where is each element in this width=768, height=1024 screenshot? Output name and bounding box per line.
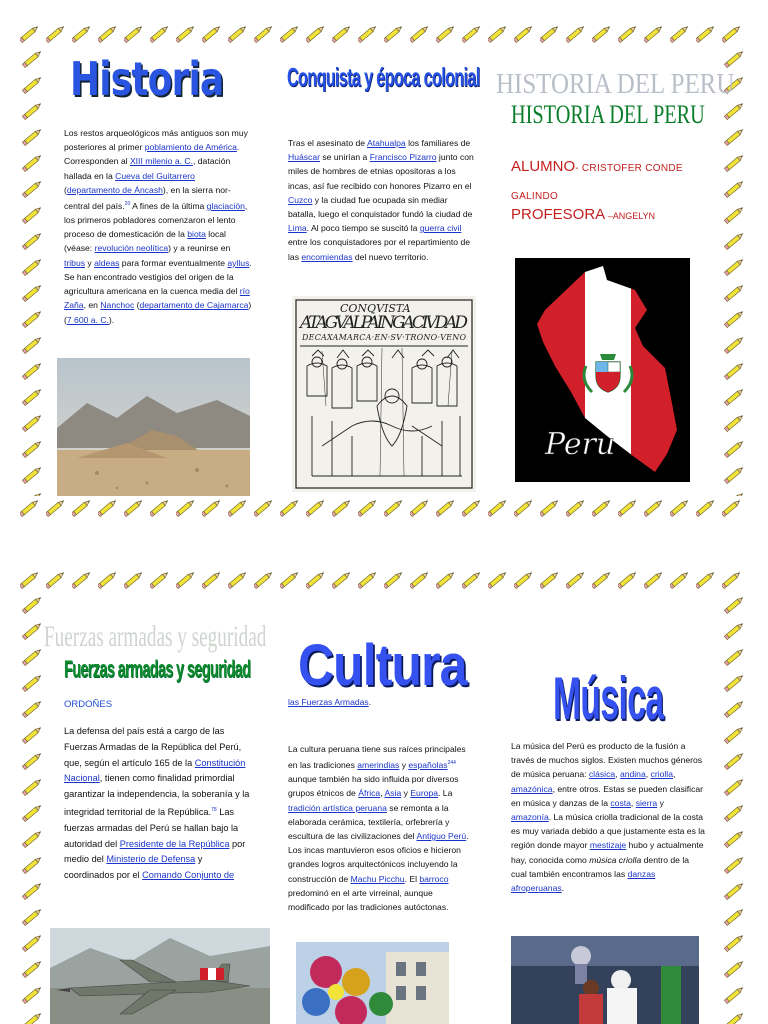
footnote-ref[interactable]: 244 <box>447 760 456 767</box>
body-text: La cultura peruana tiene sus raíces principales en las tradiciones <box>288 744 466 771</box>
body-text: ) ( <box>64 300 252 325</box>
body-text: La música del Perú es producto de la fusión a través de muchos siglos. Existen muchos géneros de música peruana: <box>511 741 703 780</box>
body-text: ) y a reunirse en <box>168 243 231 254</box>
body-text: , <box>630 797 636 808</box>
body-text: del nuevo territorio. <box>352 251 429 262</box>
musica-title: Música <box>553 665 664 732</box>
body-text: dentro de la cual también encontramos las <box>511 854 690 879</box>
inline-link[interactable]: Europa <box>410 788 439 799</box>
drawing-caption-line: ATAGVALPAINGACIVDAD <box>300 313 468 333</box>
body-text: predominó en el arte virreinal, aunque modificado por las tradiciones autóctonas. <box>288 887 449 913</box>
body-text: , datación hallada en la <box>64 156 231 181</box>
inline-link[interactable]: biota <box>187 229 206 240</box>
alumno-label: ALUMNO <box>511 158 576 175</box>
inline-link[interactable]: Atahualpa <box>366 138 406 148</box>
continuation-end: . <box>368 697 372 707</box>
pencil-border-icon <box>22 590 44 1024</box>
pencil-border-left-2 <box>22 590 44 1024</box>
body-text: . El <box>404 873 420 884</box>
cultura-title: Cultura <box>298 633 467 698</box>
inline-link[interactable]: Nanchoc <box>100 300 135 311</box>
fuerzas-subtitle: ORDOÑES <box>64 699 113 710</box>
inline-link[interactable]: departamento de Cajamarca <box>139 300 249 311</box>
inline-link[interactable]: encomiendas <box>301 251 353 262</box>
cover-title: HISTORIA DEL PERU <box>511 100 705 129</box>
body-text: . La música criolla tradicional de la costa es muy variada debido a que justamente esta es la región donde mayor <box>511 812 705 851</box>
map-peru-label: Peru <box>545 427 616 462</box>
body-text: Las fuerzas armadas del Perú se hallan bajo la autoridad del <box>64 807 239 849</box>
inline-link[interactable]: Asia <box>384 788 402 799</box>
inline-link[interactable]: Machu Picchu <box>350 873 405 884</box>
inline-link[interactable]: tradición artística peruana <box>288 802 387 813</box>
body-text: , <box>672 769 676 780</box>
inline-link[interactable]: españolas <box>408 760 448 771</box>
cultura-continuation <box>288 697 371 707</box>
inline-link[interactable]: río Zaña <box>64 286 250 311</box>
inline-link[interactable]: barroco <box>419 873 449 884</box>
body-text: . Al poco tiempo se suscitó la <box>306 223 420 234</box>
pencil-border-bottom-1 <box>20 496 748 518</box>
body-text: . <box>561 883 565 894</box>
fuerzas-title: Fuerzas armadas y seguridad <box>64 656 251 683</box>
body-text: local (véase: <box>64 229 226 254</box>
profesora-line <box>511 206 716 224</box>
body-text: se remonta a la elaborada cerámica, textilería, orfebrería y escultura de las civilizaciones del <box>288 802 450 842</box>
inline-link[interactable]: Presidente de la República <box>119 838 230 849</box>
body-text: y la ciudad fue ocupada sin mediar batalla, luego el conquistador fundó la ciudad de <box>288 194 473 220</box>
body-text: y <box>399 760 409 771</box>
inline-link[interactable]: guerra civil <box>419 223 462 234</box>
body-text: . Corresponden al <box>64 142 240 167</box>
peru-flag-map <box>515 258 690 482</box>
fuerzas-armadas-link[interactable]: las Fuerzas Armadas <box>288 697 369 707</box>
profesora-name: –ANGELYN <box>605 211 656 221</box>
drawing-caption-line2: DECAXAMARCA·EN·SV·TRONO·VENO <box>302 333 466 342</box>
inline-link[interactable]: Cuzco <box>288 194 313 205</box>
inline-link[interactable]: África <box>358 788 381 799</box>
inline-link[interactable]: amerindias <box>357 760 400 771</box>
inline-link[interactable]: XIII milenio a. C. <box>129 156 193 167</box>
body-text: ), en la sierra nor-central del país. <box>64 184 231 211</box>
inline-link[interactable]: aldeas <box>94 257 120 268</box>
body-text: , los primeros pobladores comenzaron el lento proceso de domesticación de la <box>64 200 248 240</box>
body-text: , entre otros. Estas se pueden clasificar en música y danzas de la <box>511 783 704 808</box>
pencil-border-top-2 <box>20 568 748 590</box>
inline-link[interactable]: clásica <box>588 769 616 780</box>
music-dancers-photo <box>511 936 699 1024</box>
body-text: entre los conquistadores por el repartimiento de las <box>288 237 471 262</box>
pencil-border-top-1 <box>20 22 748 44</box>
inline-link[interactable]: Antiguo Perú <box>416 831 467 842</box>
fuerzas-ghost-title: Fuerzas armadas y seguridad <box>44 620 267 653</box>
fighter-jet-photo <box>50 928 270 1024</box>
pencil-border-right-2 <box>724 590 746 1024</box>
body-text: , en <box>83 300 101 311</box>
body-text: aunque también ha sido influida por diversos grupos étnicos de <box>288 774 459 799</box>
body-text: hubo y actualmente hay, conocida como <box>511 840 704 865</box>
cover-ghost-title: HISTORIA DEL PERU <box>496 68 735 100</box>
body-text: y coordinados por el <box>64 854 203 881</box>
body-text: junto con miles de hombres de etnias opositoras a los incas, así fue recibido con honores Pizarro en el <box>288 152 474 191</box>
body-text: Los restos arqueológicos más antiguos son muy posteriores al primer <box>64 128 248 153</box>
conquest-drawing-atahualpa <box>292 296 476 492</box>
inline-link[interactable]: Constitución Nacional <box>64 757 246 784</box>
inline-link[interactable]: Huáscar <box>288 152 320 163</box>
inline-link[interactable]: amazonía <box>511 812 549 823</box>
body-text: y <box>85 257 95 268</box>
inline-link[interactable]: revolución neolítica <box>94 243 169 254</box>
inline-link[interactable]: sierra <box>635 797 658 808</box>
historia-title: Historia <box>70 52 224 106</box>
footnote-ref[interactable]: 20 <box>124 201 131 208</box>
body-text: . Los incas mantuvieron esos oficios e hicieron grandes logros arquitectónicos incluyendo la construcción de <box>288 831 469 884</box>
body-text: La defensa del país está a cargo de las Fuerzas Armadas de la República del Perú, que, según el artículo 165 de la <box>64 726 242 768</box>
pencil-border-icon <box>724 44 746 496</box>
body-text: se unirían a <box>320 152 370 163</box>
body-text: A fines de la última <box>130 200 207 211</box>
inline-link[interactable]: ayllus <box>227 257 250 268</box>
pencil-border-icon <box>22 44 44 496</box>
inline-link[interactable]: andina <box>619 769 646 780</box>
body-text: , <box>615 769 620 780</box>
inline-link[interactable]: tribus <box>64 257 86 268</box>
caral-pyramid-photo <box>57 358 250 496</box>
pencil-border-right-1 <box>724 44 746 496</box>
italic-text: música criolla <box>589 854 642 865</box>
body-text: por medio del <box>64 838 246 865</box>
musica-text <box>511 739 705 895</box>
body-text: para formar eventualmente <box>119 257 228 268</box>
inline-link[interactable]: Francisco Pizarro <box>369 152 437 163</box>
inline-link[interactable]: departamento de Áncash <box>66 184 163 195</box>
inline-link[interactable]: criolla <box>650 769 673 780</box>
body-text: ( <box>64 184 67 195</box>
body-text: ( <box>134 300 140 311</box>
body-text: los familiares de <box>405 138 471 148</box>
body-text: y <box>657 797 664 808</box>
body-text: . La <box>438 788 453 799</box>
pencil-border-icon <box>20 496 748 518</box>
fuerzas-text <box>64 724 252 884</box>
body-text: ). <box>108 314 115 325</box>
inline-link[interactable]: poblamiento de América <box>144 142 237 153</box>
footnote-ref[interactable]: 78 <box>211 806 217 813</box>
inline-link[interactable]: danzas afroperuanas <box>511 868 656 894</box>
historia-text <box>64 126 252 327</box>
inline-link[interactable]: Lima <box>288 223 307 234</box>
cultura-text <box>288 742 474 914</box>
body-text: , <box>380 788 385 799</box>
inline-link[interactable]: 7 600 a. C. <box>66 314 109 325</box>
pencil-border-icon <box>724 590 746 1024</box>
conquista-text <box>288 136 474 264</box>
inline-link[interactable]: amazónica <box>511 783 553 794</box>
pencil-border-left-1 <box>22 44 44 496</box>
inline-link[interactable]: Ministerio de Defensa <box>106 854 196 865</box>
body-text: Tras el asesinato de <box>288 138 367 148</box>
pencil-border-icon <box>20 568 748 590</box>
conquista-title: Conquista y época colonial <box>287 62 480 92</box>
drawing-caption-top: CONQVISTA <box>340 302 411 315</box>
alumno-line <box>511 154 716 210</box>
inline-link[interactable]: mestizaje <box>589 840 627 851</box>
inline-link[interactable]: Comando Conjunto de <box>142 870 235 881</box>
inline-link[interactable]: Cueva del Guitarrero <box>115 170 195 181</box>
body-text: y <box>401 788 411 799</box>
profesora-label: PROFESORA <box>511 206 606 223</box>
body-text: , <box>645 769 651 780</box>
body-text: , tienen como finalidad primordial garantizar la independencia, la soberanía y la integridad territorial de la República. <box>64 773 250 818</box>
body-text: . Se han encontrado vestigios del origen de la agricultura americana en la cuenca media del <box>64 257 252 297</box>
festival-photo <box>296 942 449 1024</box>
inline-link[interactable]: costa <box>610 797 631 808</box>
alumno-name: - CRISTOFER CONDE GALINDO <box>511 163 683 202</box>
pencil-border-icon <box>20 22 748 44</box>
inline-link[interactable]: glaciación <box>206 200 245 211</box>
